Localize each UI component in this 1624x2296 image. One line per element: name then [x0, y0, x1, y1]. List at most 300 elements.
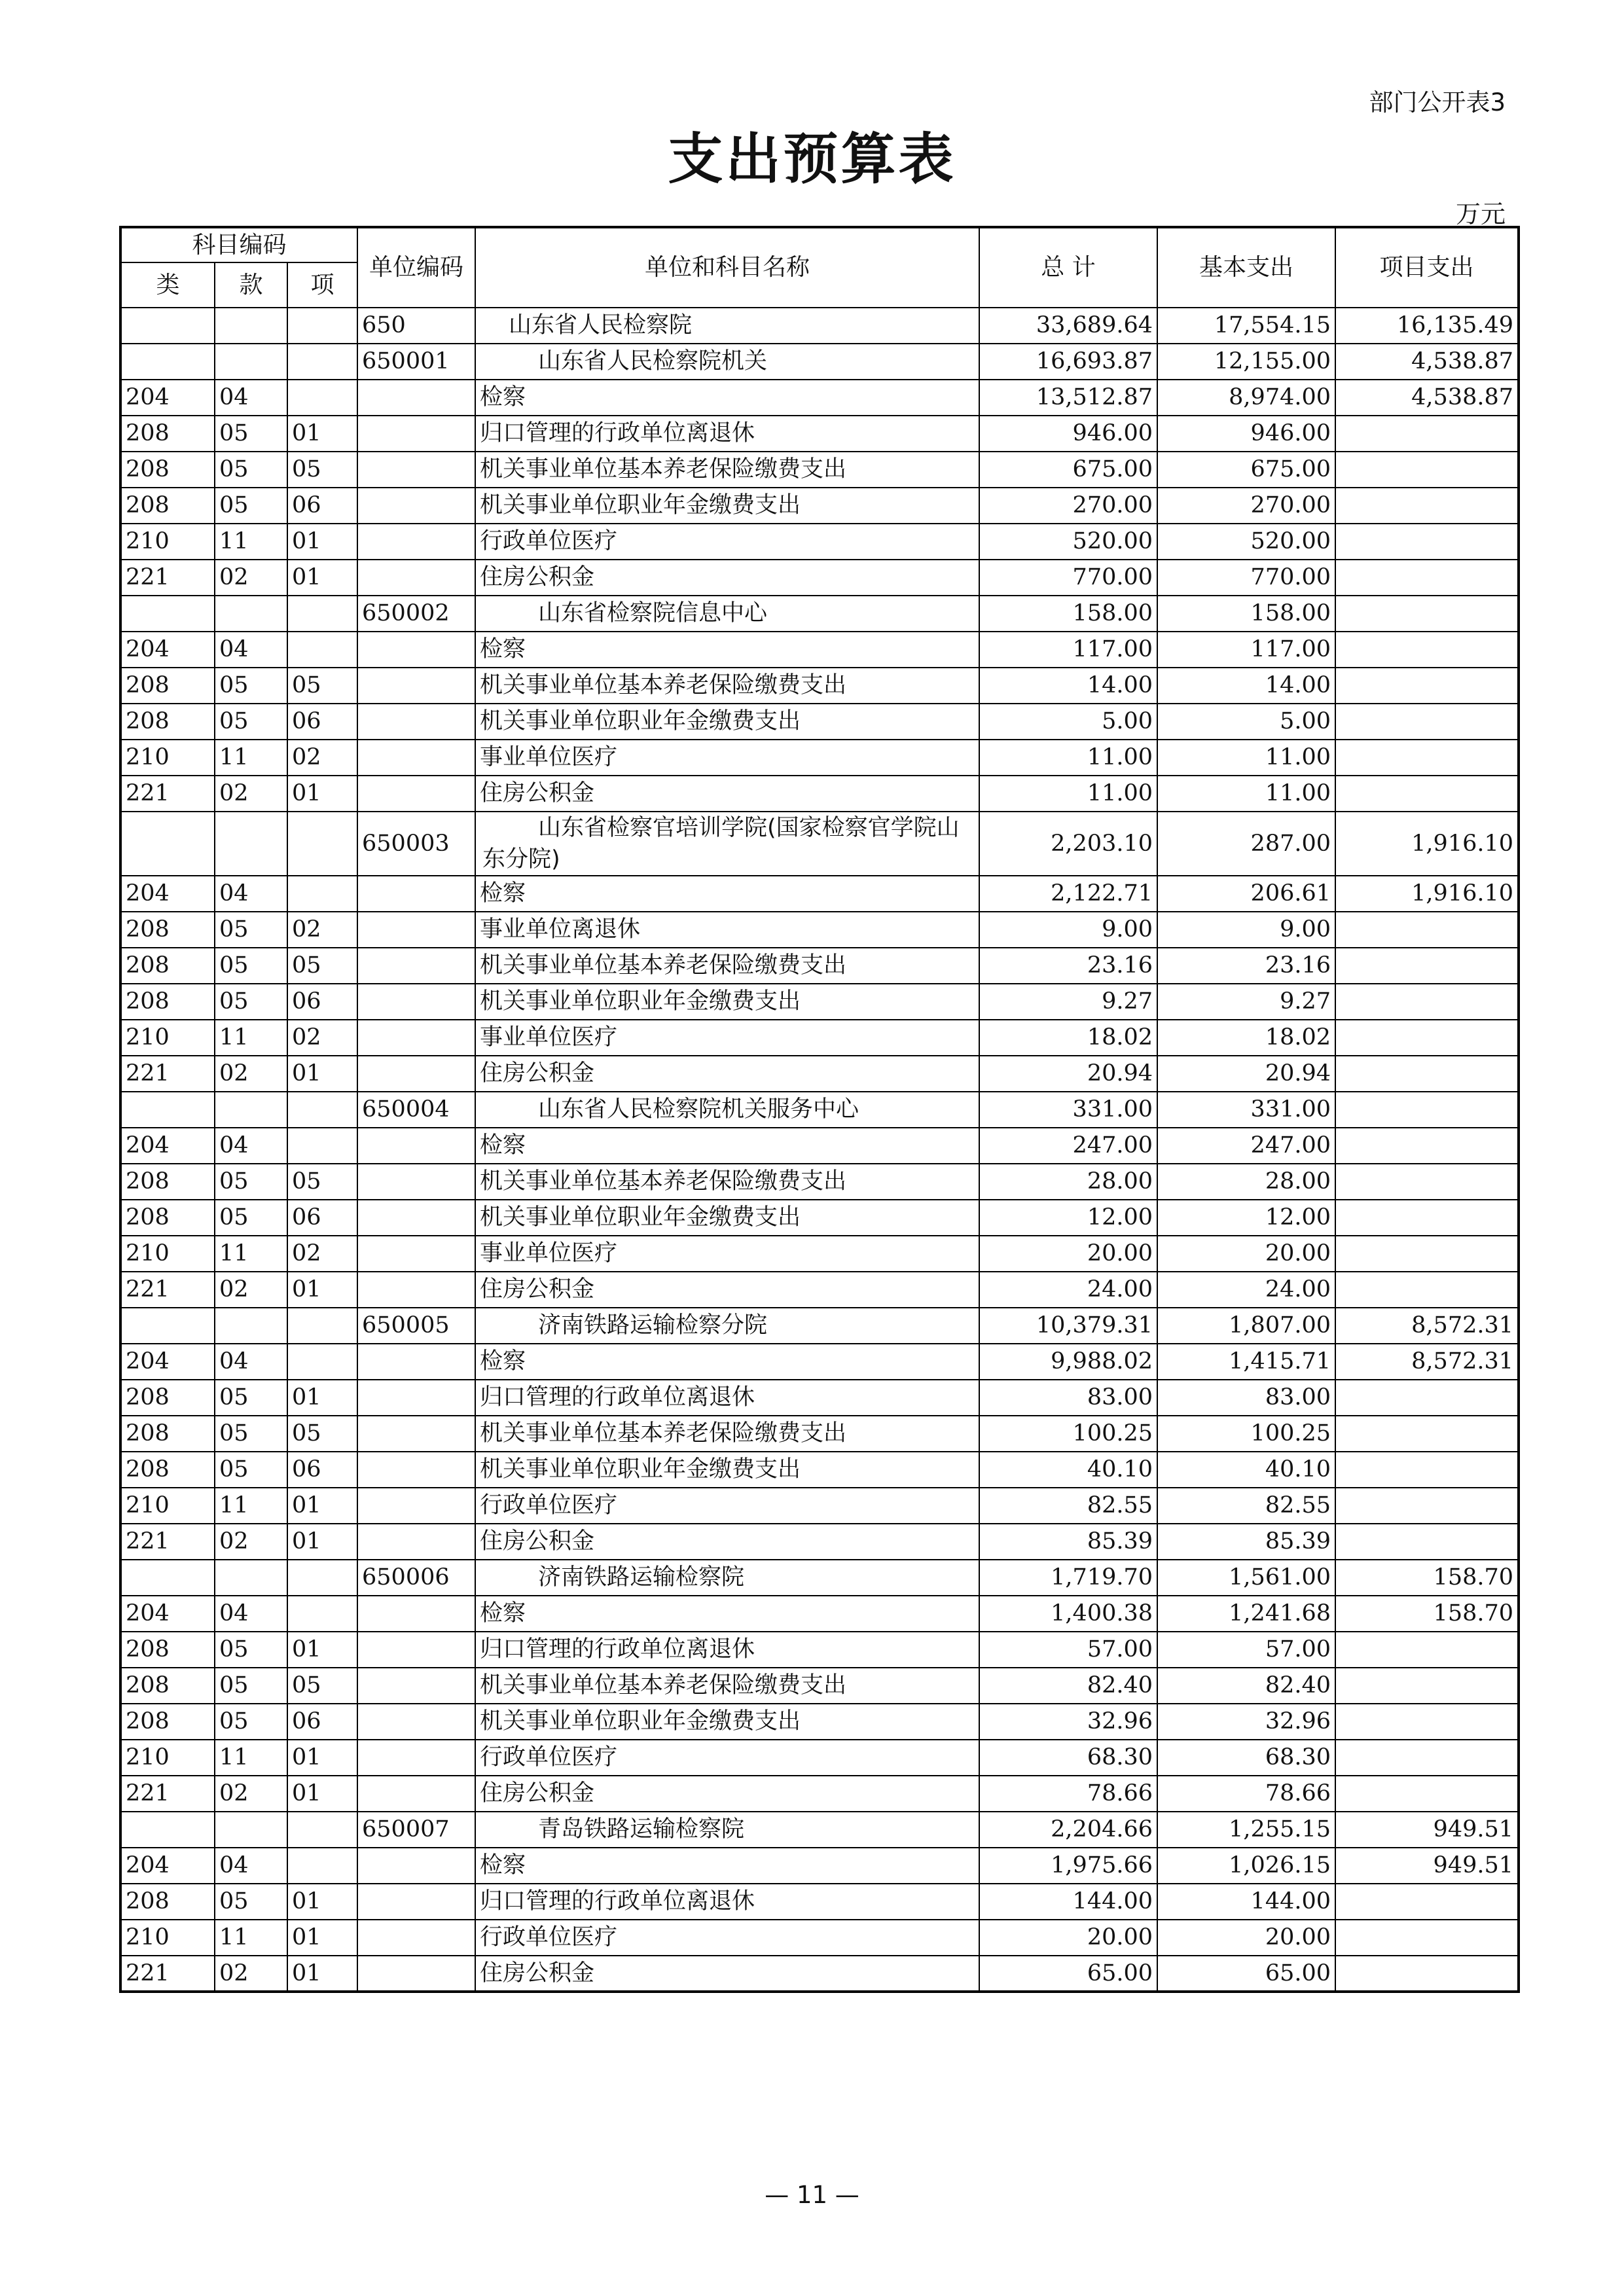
cell-project [1335, 1128, 1519, 1164]
cell-total: 68.30 [979, 1740, 1157, 1776]
cell-lei: 208 [120, 1452, 215, 1488]
cell-name: 归口管理的行政单位离退休 [475, 1632, 979, 1668]
cell-lei: 204 [120, 632, 215, 668]
cell-lei: 204 [120, 1596, 215, 1632]
cell-total: 2,122.71 [979, 876, 1157, 912]
cell-project [1335, 912, 1519, 948]
table-row [120, 1524, 1519, 1560]
table-row [120, 668, 1519, 704]
cell-name: 机关事业单位基本养老保险缴费支出 [475, 1416, 979, 1452]
header-name: 单位和科目名称 [475, 227, 979, 308]
cell-name: 检察 [475, 380, 979, 416]
cell-lei: 210 [120, 1236, 215, 1272]
table-row [120, 1092, 1519, 1128]
table-number-note: 部门公开表3 [1369, 88, 1506, 117]
cell-total: 40.10 [979, 1452, 1157, 1488]
header-project: 项目支出 [1335, 227, 1519, 308]
cell-total: 13,512.87 [979, 380, 1157, 416]
cell-kuan [215, 812, 287, 876]
cell-total: 14.00 [979, 668, 1157, 704]
cell-total: 78.66 [979, 1776, 1157, 1812]
cell-unit-code: 650005 [357, 1308, 475, 1344]
cell-kuan [215, 1560, 287, 1596]
cell-lei [120, 1308, 215, 1344]
cell-kuan: 05 [215, 1416, 287, 1452]
cell-name: 山东省人民检察院 [475, 308, 979, 344]
cell-unit-code [357, 1632, 475, 1668]
cell-basic: 9.27 [1157, 984, 1335, 1020]
cell-total: 65.00 [979, 1956, 1157, 1992]
cell-basic: 144.00 [1157, 1884, 1335, 1920]
cell-lei: 208 [120, 1416, 215, 1452]
cell-lei [120, 1560, 215, 1596]
cell-xiang: 06 [287, 1704, 357, 1740]
cell-basic: 1,807.00 [1157, 1308, 1335, 1344]
cell-kuan: 05 [215, 984, 287, 1020]
cell-lei: 208 [120, 452, 215, 488]
table-row [120, 1596, 1519, 1632]
cell-kuan [215, 1092, 287, 1128]
cell-project [1335, 524, 1519, 560]
cell-kuan: 05 [215, 1452, 287, 1488]
cell-xiang [287, 344, 357, 380]
cell-name: 机关事业单位基本养老保险缴费支出 [475, 668, 979, 704]
cell-unit-code [357, 488, 475, 524]
table-row [120, 452, 1519, 488]
cell-lei: 208 [120, 1632, 215, 1668]
cell-unit-code [357, 1380, 475, 1416]
cell-xiang: 01 [287, 1632, 357, 1668]
cell-basic: 11.00 [1157, 776, 1335, 812]
cell-lei [120, 308, 215, 344]
cell-unit-code [357, 1704, 475, 1740]
table-row [120, 1200, 1519, 1236]
cell-project [1335, 1452, 1519, 1488]
cell-basic: 331.00 [1157, 1092, 1335, 1128]
cell-lei [120, 1812, 215, 1848]
cell-total: 18.02 [979, 1020, 1157, 1056]
cell-unit-code [357, 560, 475, 596]
cell-kuan [215, 596, 287, 632]
table-row [120, 704, 1519, 740]
cell-project [1335, 1704, 1519, 1740]
cell-xiang [287, 876, 357, 912]
table-row [120, 912, 1519, 948]
table-row [120, 740, 1519, 776]
table-row [120, 632, 1519, 668]
cell-xiang: 01 [287, 1524, 357, 1560]
cell-name: 机关事业单位职业年金缴费支出 [475, 984, 979, 1020]
cell-name: 事业单位离退休 [475, 912, 979, 948]
cell-unit-code [357, 1416, 475, 1452]
cell-lei: 208 [120, 416, 215, 452]
cell-kuan: 02 [215, 1776, 287, 1812]
cell-lei: 208 [120, 1668, 215, 1704]
cell-kuan [215, 1308, 287, 1344]
cell-total: 144.00 [979, 1884, 1157, 1920]
cell-name: 青岛铁路运输检察院 [475, 1812, 979, 1848]
cell-xiang: 01 [287, 1056, 357, 1092]
cell-project [1335, 632, 1519, 668]
cell-basic: 20.00 [1157, 1236, 1335, 1272]
cell-project: 158.70 [1335, 1596, 1519, 1632]
cell-basic: 247.00 [1157, 1128, 1335, 1164]
cell-kuan: 05 [215, 704, 287, 740]
cell-xiang: 01 [287, 524, 357, 560]
table-row [120, 1812, 1519, 1848]
cell-xiang: 01 [287, 1956, 357, 1992]
cell-project [1335, 1164, 1519, 1200]
cell-name: 行政单位医疗 [475, 1740, 979, 1776]
cell-project [1335, 704, 1519, 740]
cell-total: 57.00 [979, 1632, 1157, 1668]
cell-unit-code [357, 1056, 475, 1092]
cell-total: 16,693.87 [979, 344, 1157, 380]
cell-lei: 204 [120, 380, 215, 416]
cell-xiang: 01 [287, 560, 357, 596]
cell-name: 检察 [475, 1596, 979, 1632]
cell-kuan: 04 [215, 1596, 287, 1632]
cell-basic: 520.00 [1157, 524, 1335, 560]
cell-basic: 24.00 [1157, 1272, 1335, 1308]
table-row [120, 1668, 1519, 1704]
cell-total: 770.00 [979, 560, 1157, 596]
cell-name: 山东省人民检察院机关 [475, 344, 979, 380]
cell-xiang: 01 [287, 1920, 357, 1956]
table-row [120, 1488, 1519, 1524]
cell-lei: 208 [120, 668, 215, 704]
cell-basic: 68.30 [1157, 1740, 1335, 1776]
cell-total: 23.16 [979, 948, 1157, 984]
cell-project [1335, 948, 1519, 984]
cell-project [1335, 668, 1519, 704]
cell-basic: 5.00 [1157, 704, 1335, 740]
cell-basic: 946.00 [1157, 416, 1335, 452]
cell-lei: 208 [120, 1380, 215, 1416]
cell-total: 2,204.66 [979, 1812, 1157, 1848]
table-row [120, 1560, 1519, 1596]
table-row [120, 1884, 1519, 1920]
cell-unit-code [357, 632, 475, 668]
cell-kuan [215, 1812, 287, 1848]
cell-project [1335, 776, 1519, 812]
cell-name: 机关事业单位职业年金缴费支出 [475, 488, 979, 524]
cell-name: 山东省检察官培训学院(国家检察官学院山东分院) [475, 812, 979, 876]
cell-lei: 210 [120, 740, 215, 776]
cell-unit-code [357, 1956, 475, 1992]
cell-name: 检察 [475, 1848, 979, 1884]
cell-name: 事业单位医疗 [475, 1020, 979, 1056]
cell-basic: 1,255.15 [1157, 1812, 1335, 1848]
cell-project [1335, 984, 1519, 1020]
table-row [120, 1740, 1519, 1776]
cell-unit-code [357, 912, 475, 948]
cell-unit-code [357, 1200, 475, 1236]
cell-lei: 221 [120, 560, 215, 596]
cell-name: 归口管理的行政单位离退休 [475, 1884, 979, 1920]
cell-project [1335, 488, 1519, 524]
cell-project [1335, 1524, 1519, 1560]
cell-unit-code [357, 668, 475, 704]
cell-unit-code [357, 1488, 475, 1524]
cell-kuan: 02 [215, 1956, 287, 1992]
cell-lei: 221 [120, 1956, 215, 1992]
cell-xiang: 01 [287, 1488, 357, 1524]
table-row [120, 1308, 1519, 1344]
cell-xiang: 05 [287, 1668, 357, 1704]
cell-name: 住房公积金 [475, 1524, 979, 1560]
cell-xiang [287, 1848, 357, 1884]
cell-basic: 287.00 [1157, 812, 1335, 876]
cell-name: 住房公积金 [475, 560, 979, 596]
cell-total: 82.40 [979, 1668, 1157, 1704]
cell-xiang [287, 632, 357, 668]
header-lei: 类 [120, 262, 215, 308]
cell-xiang: 01 [287, 776, 357, 812]
cell-kuan: 05 [215, 912, 287, 948]
cell-xiang [287, 1560, 357, 1596]
cell-name: 山东省人民检察院机关服务中心 [475, 1092, 979, 1128]
cell-basic: 675.00 [1157, 452, 1335, 488]
cell-basic: 83.00 [1157, 1380, 1335, 1416]
cell-lei: 221 [120, 1056, 215, 1092]
cell-total: 12.00 [979, 1200, 1157, 1236]
header-unit-code: 单位编码 [357, 227, 475, 308]
table-row [120, 1848, 1519, 1884]
cell-lei: 208 [120, 912, 215, 948]
cell-kuan: 02 [215, 560, 287, 596]
table-row [120, 1704, 1519, 1740]
cell-lei: 208 [120, 984, 215, 1020]
expenditure-budget-table [119, 226, 1520, 1993]
cell-total: 83.00 [979, 1380, 1157, 1416]
table-row [120, 1344, 1519, 1380]
cell-name: 检察 [475, 1344, 979, 1380]
cell-basic: 12,155.00 [1157, 344, 1335, 380]
cell-total: 11.00 [979, 740, 1157, 776]
cell-basic: 11.00 [1157, 740, 1335, 776]
table-row [120, 1236, 1519, 1272]
cell-basic: 8,974.00 [1157, 380, 1335, 416]
cell-kuan: 11 [215, 1488, 287, 1524]
cell-name: 事业单位医疗 [475, 740, 979, 776]
cell-name: 检察 [475, 1128, 979, 1164]
cell-basic: 206.61 [1157, 876, 1335, 912]
table-row [120, 1776, 1519, 1812]
cell-unit-code [357, 984, 475, 1020]
cell-kuan: 05 [215, 1632, 287, 1668]
cell-project [1335, 416, 1519, 452]
table-row [120, 488, 1519, 524]
cell-project: 8,572.31 [1335, 1344, 1519, 1380]
table-header [120, 227, 1519, 308]
cell-total: 28.00 [979, 1164, 1157, 1200]
cell-xiang: 06 [287, 488, 357, 524]
table-row [120, 380, 1519, 416]
cell-lei: 204 [120, 1848, 215, 1884]
cell-unit-code [357, 1128, 475, 1164]
cell-xiang: 01 [287, 1776, 357, 1812]
cell-project [1335, 740, 1519, 776]
cell-xiang: 01 [287, 1380, 357, 1416]
cell-unit-code: 650007 [357, 1812, 475, 1848]
cell-kuan: 05 [215, 452, 287, 488]
cell-xiang: 06 [287, 984, 357, 1020]
cell-name: 机关事业单位基本养老保险缴费支出 [475, 1668, 979, 1704]
cell-project: 158.70 [1335, 1560, 1519, 1596]
header-subject-code: 科目编码 [120, 227, 357, 262]
cell-kuan: 11 [215, 1920, 287, 1956]
table-row [120, 596, 1519, 632]
cell-xiang: 05 [287, 668, 357, 704]
cell-total: 1,719.70 [979, 1560, 1157, 1596]
cell-kuan: 05 [215, 1380, 287, 1416]
cell-xiang: 01 [287, 1884, 357, 1920]
page-number: — 11 — [765, 2181, 859, 2209]
cell-project [1335, 560, 1519, 596]
cell-basic: 23.16 [1157, 948, 1335, 984]
cell-basic: 1,415.71 [1157, 1344, 1335, 1380]
cell-name: 机关事业单位职业年金缴费支出 [475, 1200, 979, 1236]
cell-unit-code [357, 1848, 475, 1884]
table-row [120, 1128, 1519, 1164]
cell-name: 住房公积金 [475, 1272, 979, 1308]
cell-kuan: 11 [215, 1236, 287, 1272]
cell-total: 1,975.66 [979, 1848, 1157, 1884]
cell-name: 事业单位医疗 [475, 1236, 979, 1272]
cell-xiang: 02 [287, 740, 357, 776]
cell-total: 520.00 [979, 524, 1157, 560]
cell-lei: 208 [120, 1704, 215, 1740]
cell-name: 机关事业单位基本养老保险缴费支出 [475, 1164, 979, 1200]
cell-total: 9.00 [979, 912, 1157, 948]
cell-unit-code [357, 1884, 475, 1920]
cell-project: 4,538.87 [1335, 344, 1519, 380]
cell-total: 2,203.10 [979, 812, 1157, 876]
cell-xiang [287, 1128, 357, 1164]
cell-total: 100.25 [979, 1416, 1157, 1452]
cell-basic: 32.96 [1157, 1704, 1335, 1740]
cell-lei: 208 [120, 1200, 215, 1236]
cell-kuan [215, 344, 287, 380]
table-row [120, 1056, 1519, 1092]
cell-xiang [287, 1092, 357, 1128]
cell-xiang: 06 [287, 1452, 357, 1488]
cell-kuan: 11 [215, 1020, 287, 1056]
cell-xiang: 05 [287, 1164, 357, 1200]
cell-xiang: 02 [287, 1020, 357, 1056]
cell-basic: 1,241.68 [1157, 1596, 1335, 1632]
cell-lei: 210 [120, 524, 215, 560]
cell-basic: 14.00 [1157, 668, 1335, 704]
cell-lei: 208 [120, 948, 215, 984]
cell-lei: 208 [120, 704, 215, 740]
cell-kuan [215, 308, 287, 344]
cell-lei: 208 [120, 488, 215, 524]
cell-xiang [287, 1812, 357, 1848]
cell-lei [120, 812, 215, 876]
cell-basic: 9.00 [1157, 912, 1335, 948]
header-basic: 基本支出 [1157, 227, 1335, 308]
cell-xiang [287, 596, 357, 632]
cell-lei: 208 [120, 1884, 215, 1920]
cell-unit-code: 650004 [357, 1092, 475, 1128]
cell-name: 住房公积金 [475, 776, 979, 812]
cell-lei: 210 [120, 1740, 215, 1776]
cell-xiang [287, 1596, 357, 1632]
cell-total: 20.00 [979, 1920, 1157, 1956]
cell-basic: 18.02 [1157, 1020, 1335, 1056]
cell-lei: 221 [120, 776, 215, 812]
cell-unit-code [357, 776, 475, 812]
cell-name: 机关事业单位职业年金缴费支出 [475, 1704, 979, 1740]
cell-kuan: 04 [215, 380, 287, 416]
cell-basic: 20.94 [1157, 1056, 1335, 1092]
cell-name: 山东省检察院信息中心 [475, 596, 979, 632]
table-row [120, 1632, 1519, 1668]
cell-xiang: 05 [287, 948, 357, 984]
cell-name: 济南铁路运输检察分院 [475, 1308, 979, 1344]
cell-basic: 28.00 [1157, 1164, 1335, 1200]
cell-xiang: 01 [287, 1740, 357, 1776]
cell-name: 住房公积金 [475, 1776, 979, 1812]
cell-kuan: 11 [215, 1740, 287, 1776]
cell-kuan: 02 [215, 1272, 287, 1308]
cell-project [1335, 1884, 1519, 1920]
cell-unit-code [357, 1920, 475, 1956]
table-row [120, 344, 1519, 380]
cell-kuan: 11 [215, 524, 287, 560]
cell-project: 1,916.10 [1335, 876, 1519, 912]
cell-project [1335, 1056, 1519, 1092]
cell-name: 归口管理的行政单位离退休 [475, 416, 979, 452]
table-row [120, 876, 1519, 912]
cell-total: 675.00 [979, 452, 1157, 488]
cell-total: 158.00 [979, 596, 1157, 632]
cell-xiang [287, 380, 357, 416]
cell-total: 9.27 [979, 984, 1157, 1020]
cell-project: 4,538.87 [1335, 380, 1519, 416]
table-row [120, 812, 1519, 876]
cell-name: 行政单位医疗 [475, 1920, 979, 1956]
cell-project: 16,135.49 [1335, 308, 1519, 344]
cell-basic: 78.66 [1157, 1776, 1335, 1812]
cell-total: 247.00 [979, 1128, 1157, 1164]
table-row [120, 1956, 1519, 1992]
cell-kuan: 05 [215, 1668, 287, 1704]
cell-unit-code [357, 704, 475, 740]
cell-name: 机关事业单位基本养老保险缴费支出 [475, 948, 979, 984]
cell-lei: 210 [120, 1020, 215, 1056]
cell-kuan: 04 [215, 876, 287, 912]
cell-unit-code [357, 380, 475, 416]
cell-project: 949.51 [1335, 1848, 1519, 1884]
cell-lei: 210 [120, 1920, 215, 1956]
cell-unit-code [357, 740, 475, 776]
cell-kuan: 05 [215, 1704, 287, 1740]
table-row [120, 524, 1519, 560]
header-total: 总 计 [979, 227, 1157, 308]
cell-total: 32.96 [979, 1704, 1157, 1740]
cell-xiang: 05 [287, 452, 357, 488]
cell-lei [120, 344, 215, 380]
cell-project [1335, 1020, 1519, 1056]
cell-unit-code: 650003 [357, 812, 475, 876]
cell-total: 20.00 [979, 1236, 1157, 1272]
cell-name: 行政单位医疗 [475, 1488, 979, 1524]
cell-lei [120, 1092, 215, 1128]
cell-project [1335, 1740, 1519, 1776]
